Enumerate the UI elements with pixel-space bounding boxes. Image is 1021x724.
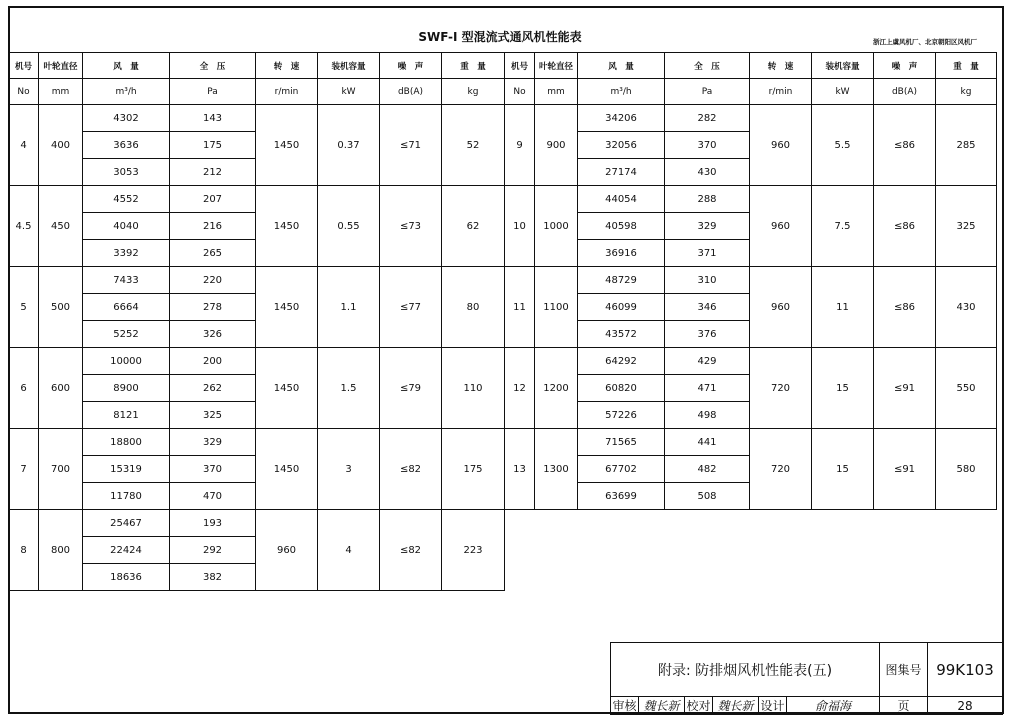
column-header: 风 量 xyxy=(578,53,665,79)
table-row xyxy=(9,348,997,375)
total-pressure: 278 xyxy=(170,294,256,321)
atlas-label: 图集号 xyxy=(880,643,928,697)
fan-number: 5 xyxy=(9,267,39,348)
fan-number: 4.5 xyxy=(9,186,39,267)
table-row xyxy=(9,267,997,294)
air-volume: 63699 xyxy=(578,483,665,510)
column-header: No xyxy=(9,79,39,105)
design-label: 设计 xyxy=(759,697,787,715)
total-pressure: 292 xyxy=(170,537,256,564)
air-volume: 18800 xyxy=(83,429,170,456)
column-header: Pa xyxy=(665,79,750,105)
air-volume: 3053 xyxy=(83,159,170,186)
air-volume: 10000 xyxy=(83,348,170,375)
total-pressure: 429 xyxy=(665,348,750,375)
total-pressure: 471 xyxy=(665,375,750,402)
total-pressure: 288 xyxy=(665,186,750,213)
fan-number: 10 xyxy=(505,186,535,267)
speed: 720 xyxy=(750,348,812,429)
speed: 960 xyxy=(750,267,812,348)
air-volume: 4040 xyxy=(83,213,170,240)
performance-table xyxy=(8,52,997,591)
impeller-diameter: 900 xyxy=(535,105,578,186)
total-pressure: 175 xyxy=(170,132,256,159)
total-pressure: 143 xyxy=(170,105,256,132)
total-pressure: 265 xyxy=(170,240,256,267)
speed: 960 xyxy=(256,510,318,591)
table-row xyxy=(9,429,997,456)
column-header: mm xyxy=(535,79,578,105)
impeller-diameter: 1100 xyxy=(535,267,578,348)
table-row xyxy=(9,105,997,132)
impeller-diameter: 1200 xyxy=(535,348,578,429)
air-volume: 44054 xyxy=(578,186,665,213)
manufacturer-note: 浙江上虞风机厂、北京朝阳区风机厂 xyxy=(873,38,977,46)
column-header: m³/h xyxy=(83,79,170,105)
column-header: kg xyxy=(442,79,505,105)
total-pressure: 382 xyxy=(170,564,256,591)
air-volume: 5252 xyxy=(83,321,170,348)
installed-power: 5.5 xyxy=(812,105,874,186)
column-header: 重 量 xyxy=(936,53,997,79)
column-header: 全 压 xyxy=(665,53,750,79)
total-pressure: 441 xyxy=(665,429,750,456)
fan-number: 4 xyxy=(9,105,39,186)
noise-level: ≤91 xyxy=(874,429,936,510)
fan-number: 7 xyxy=(9,429,39,510)
noise-level: ≤82 xyxy=(380,510,442,591)
total-pressure: 346 xyxy=(665,294,750,321)
weight: 580 xyxy=(936,429,997,510)
noise-level: ≤91 xyxy=(874,348,936,429)
noise-level: ≤79 xyxy=(380,348,442,429)
installed-power: 11 xyxy=(812,267,874,348)
page-label: 页 xyxy=(880,697,928,715)
column-header: 噪 声 xyxy=(380,53,442,79)
total-pressure: 470 xyxy=(170,483,256,510)
column-header: m³/h xyxy=(578,79,665,105)
air-volume: 32056 xyxy=(578,132,665,159)
total-pressure: 212 xyxy=(170,159,256,186)
column-header: 风 量 xyxy=(83,53,170,79)
impeller-diameter: 450 xyxy=(39,186,83,267)
total-pressure: 207 xyxy=(170,186,256,213)
noise-level: ≤86 xyxy=(874,105,936,186)
fan-number: 9 xyxy=(505,105,535,186)
column-header: 装机容量 xyxy=(812,53,874,79)
check-label: 校对 xyxy=(685,697,713,715)
installed-power: 15 xyxy=(812,429,874,510)
impeller-diameter: 1300 xyxy=(535,429,578,510)
header-row xyxy=(9,53,997,79)
installed-power: 7.5 xyxy=(812,186,874,267)
air-volume: 71565 xyxy=(578,429,665,456)
total-pressure: 329 xyxy=(665,213,750,240)
noise-level: ≤73 xyxy=(380,186,442,267)
total-pressure: 200 xyxy=(170,348,256,375)
weight: 175 xyxy=(442,429,505,510)
fan-number: 6 xyxy=(9,348,39,429)
air-volume: 48729 xyxy=(578,267,665,294)
column-header: r/min xyxy=(750,79,812,105)
table-row xyxy=(9,510,997,537)
air-volume: 6664 xyxy=(83,294,170,321)
design-signature: 俞福海 xyxy=(787,697,880,715)
air-volume: 36916 xyxy=(578,240,665,267)
speed: 1450 xyxy=(256,267,318,348)
installed-power: 0.37 xyxy=(318,105,380,186)
atlas-number: 99K103 xyxy=(928,643,1003,697)
column-header: dB(A) xyxy=(380,79,442,105)
column-header: kg xyxy=(936,79,997,105)
column-header: 全 压 xyxy=(170,53,256,79)
air-volume: 57226 xyxy=(578,402,665,429)
speed: 1450 xyxy=(256,348,318,429)
speed: 1450 xyxy=(256,105,318,186)
impeller-diameter: 1000 xyxy=(535,186,578,267)
column-header: dB(A) xyxy=(874,79,936,105)
fan-number: 13 xyxy=(505,429,535,510)
column-header: 机号 xyxy=(505,53,535,79)
check-signature: 魏长新 xyxy=(713,697,759,715)
air-volume: 11780 xyxy=(83,483,170,510)
review-signature: 魏长新 xyxy=(639,697,685,715)
air-volume: 8121 xyxy=(83,402,170,429)
column-header: r/min xyxy=(256,79,318,105)
total-pressure: 325 xyxy=(170,402,256,429)
drawing-title: 附录: 防排烟风机性能表(五) xyxy=(611,643,880,697)
air-volume: 64292 xyxy=(578,348,665,375)
column-header: kW xyxy=(318,79,380,105)
review-label: 审核 xyxy=(611,697,639,715)
weight: 62 xyxy=(442,186,505,267)
air-volume: 7433 xyxy=(83,267,170,294)
column-header: No xyxy=(505,79,535,105)
air-volume: 22424 xyxy=(83,537,170,564)
total-pressure: 508 xyxy=(665,483,750,510)
impeller-diameter: 500 xyxy=(39,267,83,348)
air-volume: 40598 xyxy=(578,213,665,240)
total-pressure: 310 xyxy=(665,267,750,294)
impeller-diameter: 800 xyxy=(39,510,83,591)
noise-level: ≤71 xyxy=(380,105,442,186)
column-header: mm xyxy=(39,79,83,105)
air-volume: 43572 xyxy=(578,321,665,348)
weight: 285 xyxy=(936,105,997,186)
air-volume: 4552 xyxy=(83,186,170,213)
noise-level: ≤82 xyxy=(380,429,442,510)
column-header: 叶轮直径 xyxy=(39,53,83,79)
speed: 1450 xyxy=(256,186,318,267)
total-pressure: 262 xyxy=(170,375,256,402)
noise-level: ≤86 xyxy=(874,267,936,348)
air-volume: 67702 xyxy=(578,456,665,483)
installed-power: 3 xyxy=(318,429,380,510)
weight: 223 xyxy=(442,510,505,591)
total-pressure: 370 xyxy=(170,456,256,483)
weight: 52 xyxy=(442,105,505,186)
column-header: kW xyxy=(812,79,874,105)
impeller-diameter: 600 xyxy=(39,348,83,429)
column-header: Pa xyxy=(170,79,256,105)
total-pressure: 371 xyxy=(665,240,750,267)
column-header: 转 速 xyxy=(750,53,812,79)
weight: 80 xyxy=(442,267,505,348)
air-volume: 4302 xyxy=(83,105,170,132)
speed: 1450 xyxy=(256,429,318,510)
column-header: 装机容量 xyxy=(318,53,380,79)
weight: 110 xyxy=(442,348,505,429)
air-volume: 34206 xyxy=(578,105,665,132)
speed: 960 xyxy=(750,105,812,186)
total-pressure: 329 xyxy=(170,429,256,456)
air-volume: 8900 xyxy=(83,375,170,402)
weight: 550 xyxy=(936,348,997,429)
air-volume: 60820 xyxy=(578,375,665,402)
fan-number: 11 xyxy=(505,267,535,348)
air-volume: 3392 xyxy=(83,240,170,267)
table-title: SWF-I 型混流式通风机性能表 xyxy=(418,30,582,44)
air-volume: 46099 xyxy=(578,294,665,321)
impeller-diameter: 700 xyxy=(39,429,83,510)
speed: 720 xyxy=(750,429,812,510)
total-pressure: 482 xyxy=(665,456,750,483)
column-header: 重 量 xyxy=(442,53,505,79)
air-volume: 3636 xyxy=(83,132,170,159)
empty-cell xyxy=(505,510,997,591)
installed-power: 0.55 xyxy=(318,186,380,267)
weight: 325 xyxy=(936,186,997,267)
total-pressure: 216 xyxy=(170,213,256,240)
total-pressure: 220 xyxy=(170,267,256,294)
table-row xyxy=(9,186,997,213)
speed: 960 xyxy=(750,186,812,267)
total-pressure: 376 xyxy=(665,321,750,348)
column-header: 噪 声 xyxy=(874,53,936,79)
noise-level: ≤86 xyxy=(874,186,936,267)
total-pressure: 498 xyxy=(665,402,750,429)
column-header: 机号 xyxy=(9,53,39,79)
title-block xyxy=(610,642,1003,715)
total-pressure: 193 xyxy=(170,510,256,537)
total-pressure: 370 xyxy=(665,132,750,159)
page-number: 28 xyxy=(928,697,1003,715)
air-volume: 18636 xyxy=(83,564,170,591)
air-volume: 15319 xyxy=(83,456,170,483)
installed-power: 1.5 xyxy=(318,348,380,429)
total-pressure: 430 xyxy=(665,159,750,186)
header-row xyxy=(9,79,997,105)
total-pressure: 282 xyxy=(665,105,750,132)
air-volume: 27174 xyxy=(578,159,665,186)
installed-power: 15 xyxy=(812,348,874,429)
installed-power: 4 xyxy=(318,510,380,591)
fan-number: 8 xyxy=(9,510,39,591)
impeller-diameter: 400 xyxy=(39,105,83,186)
column-header: 转 速 xyxy=(256,53,318,79)
weight: 430 xyxy=(936,267,997,348)
noise-level: ≤77 xyxy=(380,267,442,348)
column-header: 叶轮直径 xyxy=(535,53,578,79)
fan-number: 12 xyxy=(505,348,535,429)
total-pressure: 326 xyxy=(170,321,256,348)
air-volume: 25467 xyxy=(83,510,170,537)
installed-power: 1.1 xyxy=(318,267,380,348)
